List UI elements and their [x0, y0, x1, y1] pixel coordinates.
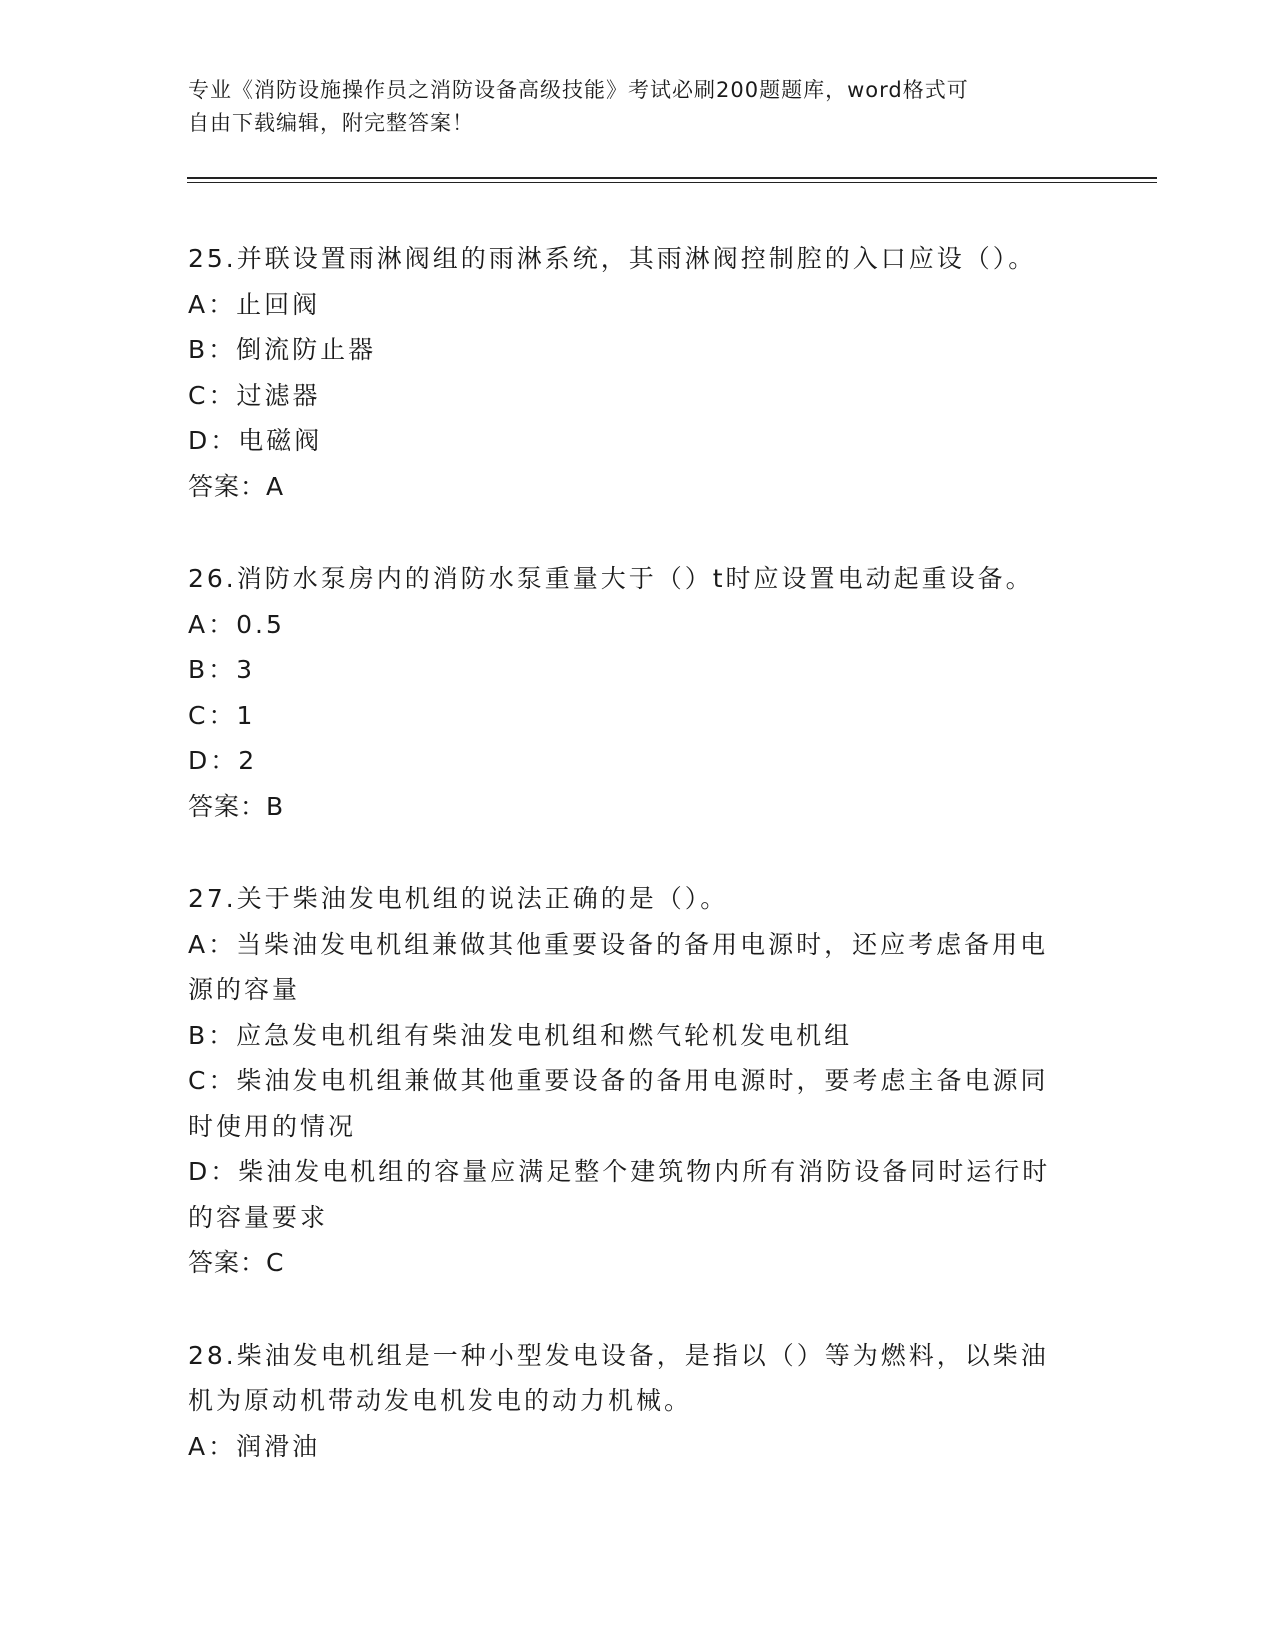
question-stem-line: 25.并联设置雨淋阀组的雨淋系统，其雨淋阀控制腔的入口应设（）。 [188, 244, 1037, 273]
option-line: 时使用的情况 [188, 1111, 357, 1141]
header-line-2: 自由下载编辑，附完整答案！ [188, 111, 474, 135]
option-line: D：电磁阀 [188, 426, 323, 455]
question-block [188, 1333, 1088, 1470]
question-stem-line: 机为原动机带动发电机发电的动力机械。 [188, 1386, 693, 1415]
question-stem-line: 26.消防水泵房内的消防水泵重量大于（）t时应设置电动起重设备。 [188, 564, 1034, 593]
question-list [188, 236, 1088, 1516]
question-block [188, 236, 1088, 509]
question-stem-line: 27.关于柴油发电机组的说法正确的是（）。 [188, 884, 729, 913]
header-divider-thick [187, 177, 1157, 179]
answer-label: 答案：B [188, 791, 285, 821]
header-divider-thin [187, 182, 1157, 183]
question-block [188, 556, 1088, 829]
question-stem-line: 28.柴油发电机组是一种小型发电设备，是指以（）等为燃料，以柴油 [188, 1340, 1049, 1370]
option-line: C：柴油发电机组兼做其他重要设备的备用电源时，要考虑主备电源同 [188, 1066, 1049, 1095]
option-line: 源的容量 [188, 975, 301, 1004]
header-line-1: 专业《消防设施操作员之消防设备高级技能》考试必刷200题题库，word格式可 [188, 78, 969, 102]
option-line: 的容量要求 [188, 1202, 329, 1232]
option-line: C：过滤器 [188, 380, 321, 410]
option-line: B：应急发电机组有柴油发电机组和燃气轮机发电机组 [188, 1020, 853, 1050]
option-line: A：当柴油发电机组兼做其他重要设备的备用电源时，还应考虑备用电 [188, 929, 1049, 959]
option-line: D：2 [188, 746, 258, 775]
option-line: C：1 [188, 700, 256, 730]
document-header [188, 74, 1088, 140]
option-line: A：润滑油 [188, 1431, 321, 1461]
option-line: A：止回阀 [188, 289, 321, 319]
question-block [188, 876, 1088, 1286]
answer-label: 答案：A [188, 471, 285, 501]
answer-label: 答案：C [188, 1248, 285, 1277]
option-line: B：3 [188, 655, 256, 684]
option-line: B：倒流防止器 [188, 335, 377, 364]
option-line: D：柴油发电机组的容量应满足整个建筑物内所有消防设备同时运行时 [188, 1157, 1051, 1186]
option-line: A：0.5 [188, 609, 285, 639]
